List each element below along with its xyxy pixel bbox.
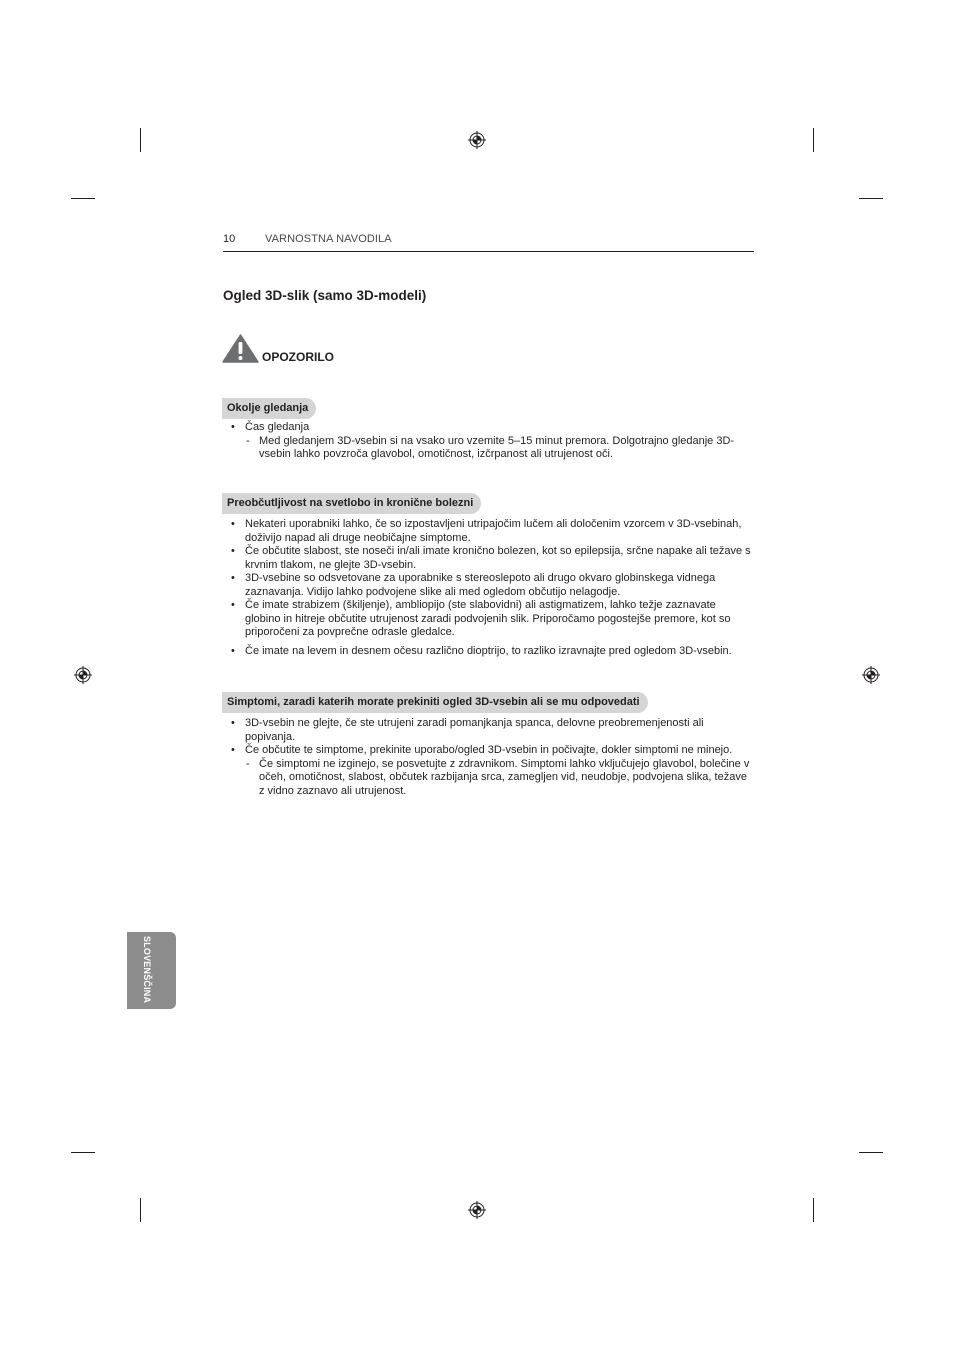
section-photosensitivity — [222, 493, 754, 658]
crop-mark — [813, 128, 814, 152]
crop-mark — [71, 1152, 95, 1153]
crop-mark — [813, 1198, 814, 1222]
item-list — [222, 421, 754, 462]
language-side-tab — [127, 932, 176, 1009]
list-item: • Čas gledanja — [222, 421, 754, 435]
list-item: • Če občutite slabost, ste noseči in/ali imate kronično bolezen, kot so epilepsija, srčne napake ali težave s krvnim tlakom, ne glejte 3D-vsebin. — [222, 545, 754, 572]
registration-mark-icon — [74, 666, 92, 684]
registration-mark-icon — [862, 666, 880, 684]
page-number: 10 — [223, 233, 236, 245]
item-list — [222, 518, 754, 658]
section-symptoms — [222, 692, 754, 798]
section-viewing-environment — [222, 398, 754, 462]
list-item: • Če imate na levem in desnem očesu različno dioptrijo, to razliko izravnajte pred ogledom 3D-vsebin. — [222, 645, 754, 659]
header-section-title: VARNOSTNA NAVODILA — [265, 233, 392, 245]
page-title: Ogled 3D-slik (samo 3D-modeli) — [223, 288, 427, 303]
list-item: • 3D-vsebin ne glejte, če ste utrujeni zaradi pomanjkanja spanca, delovne preobremenjenosti ali popivanja. — [222, 717, 754, 744]
crop-mark — [140, 128, 141, 152]
list-item: • Če občutite te simptome, prekinite uporabo/ogled 3D-vsebin in počivajte, dokler simptomi ne minejo. — [222, 744, 754, 758]
section-heading: Preobčutljivost na svetlobo in kronične bolezni — [222, 493, 481, 514]
list-item: • 3D-vsebine so odsvetovane za uporabnike s stereoslepoto ali drugo okvaro globinskega vidnega zaznavanja. Vidijo lahko podvojene slike ali med ogledom občutijo nelagodje. — [222, 572, 754, 599]
item-list — [222, 717, 754, 798]
crop-mark — [140, 1198, 141, 1222]
section-heading: Simptomi, zaradi katerih morate prekiniti ogled 3D-vsebin ali se mu odpovedati — [222, 692, 648, 713]
list-item: - Med gledanjem 3D-vsebin si na vsako uro vzemite 5–15 minut premora. Dolgotrajno gledanje 3D-vsebin lahko povzroča glavobol, omotičnost, izčrpanost ali utrujenost oči. — [222, 435, 754, 462]
warning-triangle-icon — [222, 334, 259, 363]
warning-label: OPOZORILO — [262, 350, 334, 364]
list-item: • Nekateri uporabniki lahko, če so izpostavljeni utripajočim lučem ali določenim vzorcem v 3D-vsebinah, doživijo napad ali druge neobičajne simptome. — [222, 518, 754, 545]
crop-mark — [859, 1152, 883, 1153]
registration-mark-icon — [468, 1201, 486, 1219]
crop-mark — [71, 198, 95, 199]
crop-mark — [859, 198, 883, 199]
registration-mark-icon — [468, 131, 486, 149]
list-item: • Če imate strabizem (škiljenje), ambliopijo (ste slabovidni) ali astigmatizem, lahko težje zaznavate globino in hitreje občutite utrujenost zaradi podvojenih slik. Priporočamo pogostejše premore, kot so priporočeni za povprečne odrasle gledalce. — [222, 599, 754, 640]
page-header — [223, 232, 754, 252]
section-heading: Okolje gledanja — [222, 398, 316, 419]
list-item: - Če simptomi ne izginejo, se posvetujte z zdravnikom. Simptomi lahko vključujejo glavobol, bolečine v očeh, omotičnost, slabost, občutek razbijanja srca, zamegljen vid, neudobje, podvojena slika, težave z vidno zaznavo ali utrujenost. — [222, 758, 754, 799]
language-label: SLOVENŠČINA — [142, 936, 152, 1004]
